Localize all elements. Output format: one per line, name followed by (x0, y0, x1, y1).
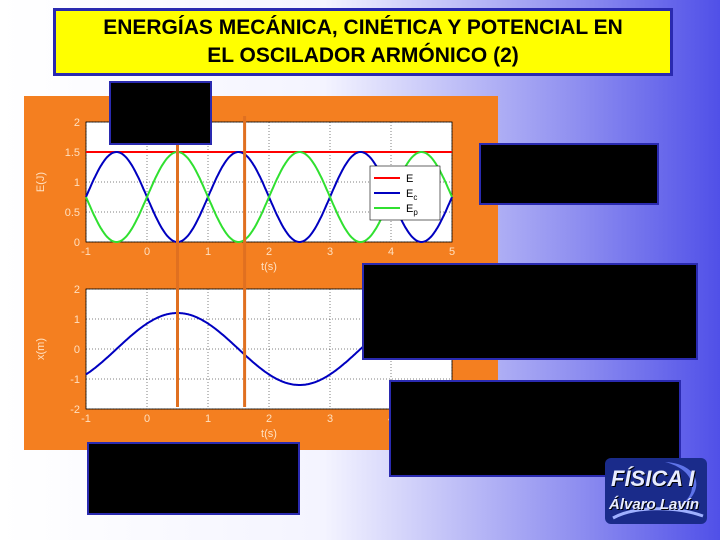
overlay-box-right-middle (362, 263, 698, 360)
x-axis-label: t(s) (261, 428, 277, 440)
x-tick-label: -1 (81, 413, 91, 425)
y-axis-label: x(m) (35, 338, 47, 360)
y-tick-label: 2 (73, 284, 80, 296)
x-tick-label: 0 (143, 413, 151, 425)
x-tick-label: 3 (326, 246, 334, 258)
y-tick-label: -2 (70, 404, 80, 416)
y-tick-label: 0 (73, 344, 80, 356)
title-box (53, 8, 673, 76)
y-axis-label: E(J) (35, 171, 47, 193)
y-tick-label: 1.5 (64, 147, 80, 159)
x-tick-label: -1 (81, 246, 91, 258)
fisica-logo (605, 458, 707, 524)
x-tick-label: 1 (204, 413, 212, 425)
y-tick-label: -1 (70, 374, 80, 386)
title-line-1: ENERGÍAS MECÁNICA, CINÉTICA Y POTENCIAL EN (103, 16, 623, 39)
title-line-2: EL OSCILADOR ARMÓNICO (2) (207, 44, 519, 67)
x-axis-label: t(s) (261, 261, 277, 273)
x-tick-label: 2 (265, 246, 273, 258)
x-tick-label: 1 (204, 246, 212, 258)
overlay-box-top-left (109, 81, 212, 145)
legend-entry: $E_c$ (406, 188, 418, 202)
legend-entry: $E_p$ (406, 203, 418, 217)
y-tick-label: 0 (73, 237, 80, 249)
logo-text-line-2: Álvaro Lavín (609, 496, 700, 513)
x-tick-label: 0 (143, 246, 151, 258)
overlay-box-right-upper (479, 143, 659, 205)
overlay-box-bottom-left (87, 442, 300, 515)
logo-text-line-1: FÍSICA I (611, 466, 695, 491)
x-tick-label: 4 (387, 246, 395, 258)
x-tick-label: 2 (265, 413, 273, 425)
x-tick-label: 3 (326, 413, 334, 425)
legend-entry: E (406, 173, 414, 185)
y-tick-label: 1 (73, 177, 80, 189)
x-tick-label: 5 (448, 246, 456, 258)
y-tick-label: 0.5 (64, 207, 80, 219)
y-tick-label: 2 (73, 117, 80, 129)
y-tick-label: 1 (73, 314, 80, 326)
